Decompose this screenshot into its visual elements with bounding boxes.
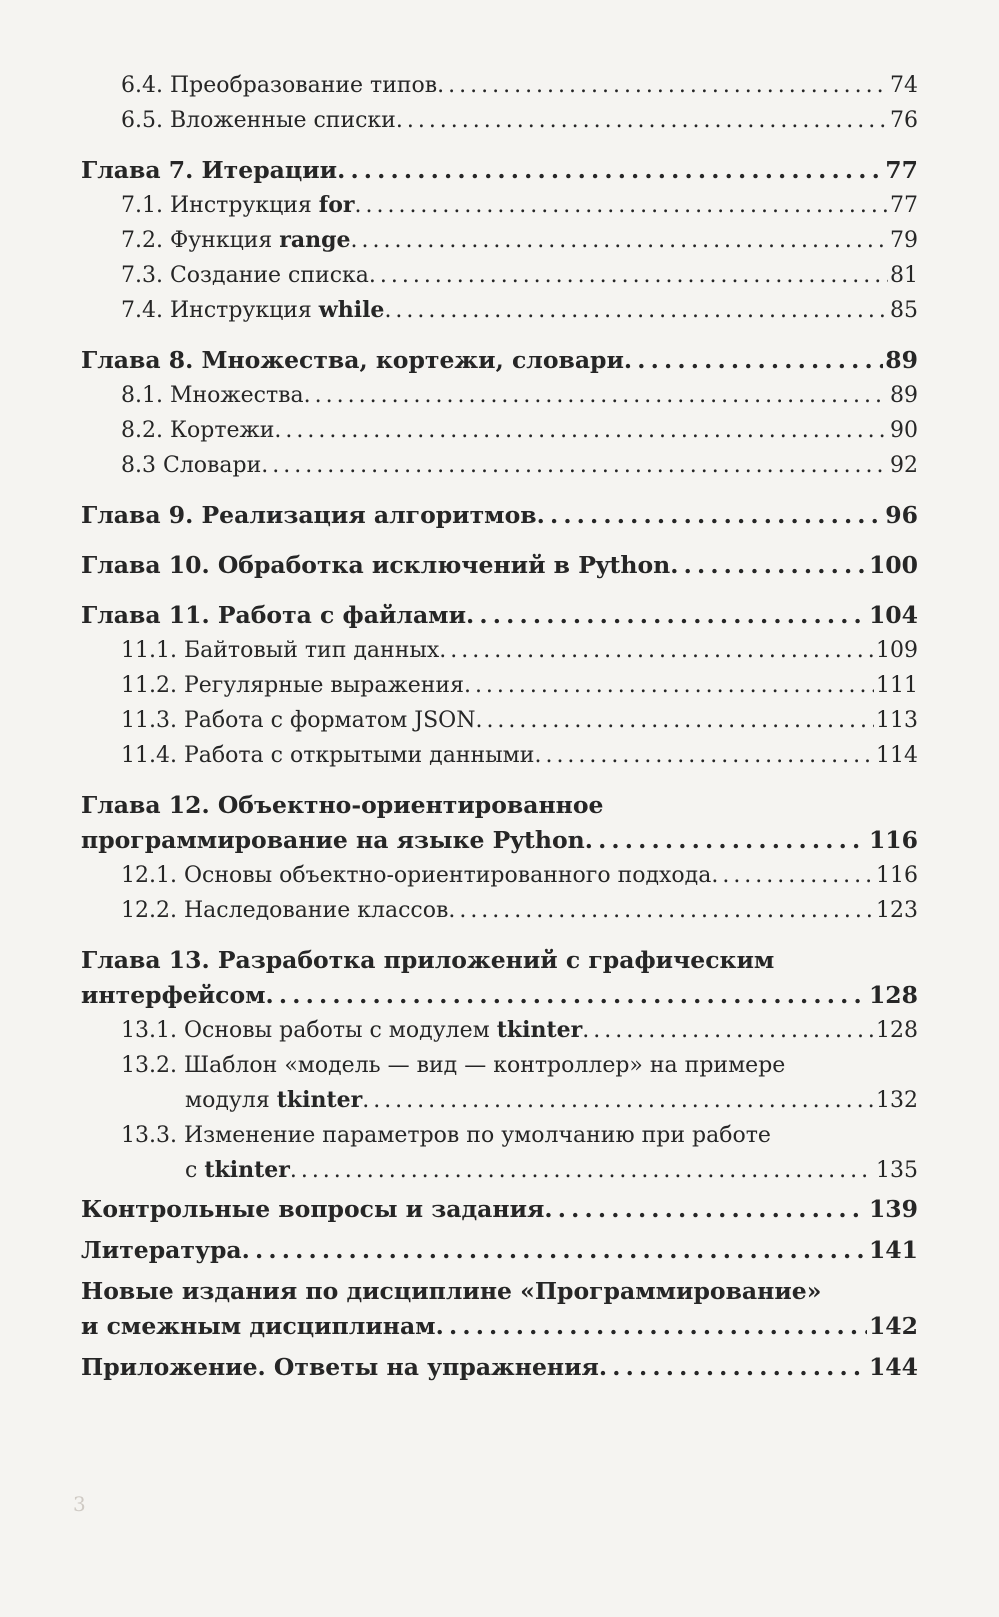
toc-chapter-10: [81, 548, 918, 583]
toc-chapter-title: Глава 10. Обработка исключений в Python: [81, 551, 671, 579]
toc-chapter-13-line1: Глава 13. Разработка приложений с графическим: [81, 946, 775, 974]
dot-leader: [362, 1083, 874, 1118]
toc-chapter-title: Глава 9. Реализация алгоритмов: [81, 501, 537, 529]
dot-leader: [304, 378, 888, 413]
toc-chapter-9: [81, 498, 918, 533]
toc-entry-8-2: [81, 413, 918, 448]
toc-chapter-page: 139: [868, 1195, 918, 1223]
toc-entry-page: 79: [890, 228, 918, 253]
toc-chapter-8: [81, 343, 918, 378]
dot-leader: [355, 188, 888, 223]
toc-entry-page: 74: [890, 73, 918, 98]
toc-chapter-page: 116: [868, 826, 918, 854]
toc-chapter-page: 142: [868, 1312, 918, 1340]
toc-entry-title: 11.1. Байтовый тип данных: [121, 638, 440, 663]
toc-new-editions: [81, 1309, 918, 1344]
toc-entry-page: 128: [876, 1018, 918, 1043]
toc-entry-page: 76: [890, 108, 918, 133]
toc-entry-page: 81: [890, 263, 918, 288]
toc-chapter-13: [81, 978, 918, 1013]
dot-leader: [582, 1013, 874, 1048]
keyword: while: [318, 297, 385, 323]
dot-leader: [437, 68, 888, 103]
dot-leader: [448, 893, 874, 928]
toc-questions: [81, 1192, 918, 1227]
toc-entry-page: 85: [890, 298, 918, 323]
keyword: tkinter: [276, 1087, 363, 1113]
dot-leader: [534, 738, 874, 773]
dot-leader: [351, 223, 888, 258]
toc-entry-title: модуля tkinter: [185, 1087, 363, 1113]
dot-leader: [290, 1153, 874, 1188]
toc-chapter-title: Глава 8. Множества, кортежи, словари: [81, 346, 624, 374]
toc-chapter-page: 141: [868, 1236, 918, 1264]
keyword: for: [318, 192, 355, 218]
toc-entry-page: 132: [876, 1088, 918, 1113]
toc-chapter-12: [81, 823, 918, 858]
toc-entry-title: 7.4. Инструкция while: [121, 297, 385, 323]
toc-entry-title: 12.2. Наследование классов: [121, 898, 449, 923]
dot-leader: [466, 598, 867, 633]
keyword: tkinter: [204, 1157, 290, 1183]
toc-chapter-title: программирование на языке Python: [81, 826, 585, 854]
toc-chapter-title: и смежным дисциплинам: [81, 1312, 436, 1340]
toc-entry-page: 114: [876, 743, 918, 768]
toc-new-editions-line1: Новые издания по дисциплине «Программирование»: [81, 1277, 822, 1305]
toc-entry-page: 113: [876, 708, 918, 733]
dot-leader: [261, 448, 888, 483]
toc-chapter-page: 104: [868, 601, 918, 629]
toc-entry-7-1: [81, 188, 918, 223]
toc-entry-title: 6.5. Вложенные списки: [121, 108, 396, 133]
toc-chapter-11: [81, 598, 918, 633]
toc-literature: [81, 1233, 918, 1268]
dot-leader: [585, 823, 867, 858]
dot-leader: [396, 103, 888, 138]
dot-leader: [337, 153, 883, 188]
toc-chapter-title: Контрольные вопросы и задания: [81, 1195, 545, 1223]
toc-entry-page: 109: [876, 638, 918, 663]
dot-leader: [266, 978, 867, 1013]
toc-entry-title: 11.2. Регулярные выражения: [121, 673, 464, 698]
dot-leader: [369, 258, 888, 293]
toc-chapter-page: 89: [885, 346, 918, 374]
dot-leader: [475, 703, 874, 738]
toc-entry-title: 11.4. Работа с открытыми данными: [121, 743, 535, 768]
toc-entry-11-1: [81, 633, 918, 668]
toc-entry-8-3: [81, 448, 918, 483]
toc-chapter-title: Литература: [81, 1236, 242, 1264]
dot-leader: [436, 1309, 867, 1344]
toc-appendix: [81, 1350, 918, 1385]
toc-entry-6-4: [81, 68, 918, 103]
toc-chapter-7: [81, 153, 918, 188]
toc-entry-title: 8.3 Словари: [121, 453, 262, 478]
toc-entry-7-2: [81, 223, 918, 258]
table-of-contents: [81, 68, 918, 1385]
toc-entry-13-2: [81, 1083, 918, 1118]
toc-entry-page: 90: [890, 418, 918, 443]
toc-entry-title: 7.3. Создание списка: [121, 263, 369, 288]
toc-entry-7-4: [81, 293, 918, 328]
dot-leader: [624, 343, 883, 378]
toc-chapter-page: 100: [868, 551, 918, 579]
toc-entry-page: 92: [890, 453, 918, 478]
toc-entry-page: 123: [876, 898, 918, 923]
keyword: range: [279, 227, 351, 253]
toc-entry-title: 6.4. Преобразование типов: [121, 73, 438, 98]
toc-chapter-title: интерфейсом: [81, 981, 266, 1009]
toc-entry-title: 11.3. Работа с форматом JSON: [121, 708, 476, 733]
toc-chapter-title: Приложение. Ответы на упражнения: [81, 1353, 599, 1381]
toc-chapter-title: Глава 7. Итерации: [81, 156, 338, 184]
toc-entry-page: 111: [876, 673, 918, 698]
toc-entry-12-2: [81, 893, 918, 928]
toc-entry-13-3: [81, 1153, 918, 1188]
toc-entry-title: 8.1. Множества: [121, 383, 304, 408]
toc-chapter-title: Глава 11. Работа с файлами: [81, 601, 467, 629]
toc-chapter-12-line1: Глава 12. Объектно-ориентированное: [81, 791, 604, 819]
dot-leader: [544, 1192, 867, 1227]
toc-entry-title: 12.1. Основы объектно-ориентированного подхода: [121, 863, 712, 888]
page-number: 3: [73, 1492, 86, 1516]
toc-entry-title: 7.1. Инструкция for: [121, 192, 355, 218]
dot-leader: [670, 548, 867, 583]
toc-chapter-page: 128: [868, 981, 918, 1009]
toc-entry-11-3: [81, 703, 918, 738]
toc-chapter-page: 77: [885, 156, 918, 184]
toc-entry-12-1: [81, 858, 918, 893]
toc-chapter-page: 96: [885, 501, 918, 529]
toc-entry-7-3: [81, 258, 918, 293]
keyword: tkinter: [496, 1017, 583, 1043]
toc-entry-title: 13.1. Основы работы с модулем tkinter: [121, 1017, 583, 1043]
dot-leader: [384, 293, 888, 328]
dot-leader: [439, 633, 874, 668]
toc-entry-title: 8.2. Кортежи: [121, 418, 275, 443]
dot-leader: [711, 858, 874, 893]
toc-entry-title: с tkinter: [185, 1157, 290, 1183]
dot-leader: [537, 498, 884, 533]
toc-entry-13-3-line1: 13.3. Изменение параметров по умолчанию при работе: [121, 1123, 771, 1148]
toc-entry-page: 135: [876, 1158, 918, 1183]
toc-entry-title: 7.2. Функция range: [121, 227, 351, 253]
dot-leader: [274, 413, 888, 448]
toc-entry-6-5: [81, 103, 918, 138]
toc-entry-page: 116: [876, 863, 918, 888]
toc-entry-11-4: [81, 738, 918, 773]
toc-chapter-page: 144: [868, 1353, 918, 1381]
toc-entry-13-1: [81, 1013, 918, 1048]
dot-leader: [242, 1233, 867, 1268]
toc-entry-page: 77: [890, 193, 918, 218]
toc-entry-8-1: [81, 378, 918, 413]
toc-entry-page: 89: [890, 383, 918, 408]
dot-leader: [464, 668, 874, 703]
dot-leader: [599, 1350, 867, 1385]
toc-entry-11-2: [81, 668, 918, 703]
toc-entry-13-2-line1: 13.2. Шаблон «модель — вид — контроллер» на примере: [121, 1053, 786, 1078]
